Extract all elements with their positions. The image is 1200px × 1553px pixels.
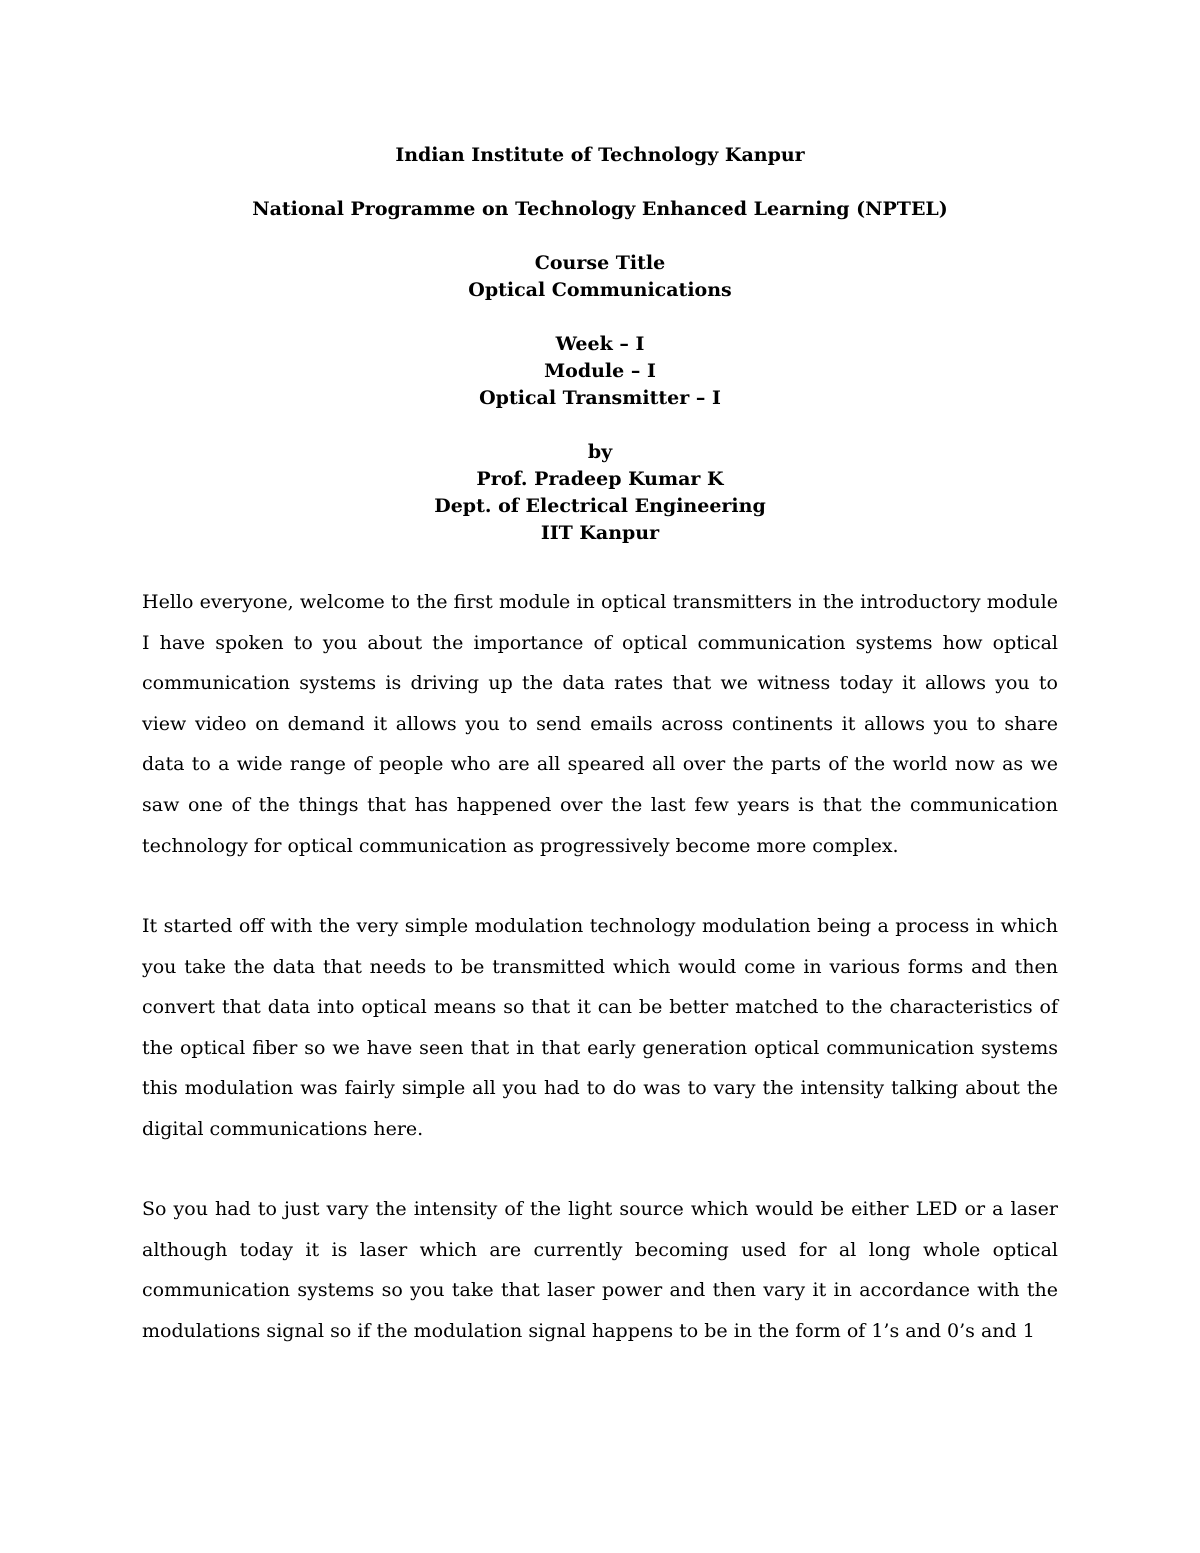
course-title-label: Course Title [534,252,666,274]
module-label: Module – I [544,360,656,382]
author-name: Prof. Pradeep Kumar K [476,468,724,490]
programme-name: National Programme on Technology Enhanced Learning (NPTEL) [252,198,948,220]
programme-heading [0,196,1200,223]
topic-title: Optical Transmitter – I [479,387,721,409]
affiliation-name: IIT Kanpur [540,522,660,544]
module-block [0,331,1200,412]
course-title: Optical Communications [468,279,732,301]
institute-name: Indian Institute of Technology Kanpur [395,144,805,166]
author-block [0,439,1200,547]
transcript-paragraph-2: It started off with the very simple modulation technology modulation being a process in which you take the data that needs to be transmitted which would come in various forms and then convert that data into optical means so that it can be better matched to the characteristics of the optical fiber so we have seen that in that early generation optical communication systems this modulation was fairly simple all you had to do was to vary the intensity talking about the digital communications here. [142,915,1058,1140]
week-label: Week – I [555,333,645,355]
by-label: by [587,441,613,463]
transcript-paragraph-1: Hello everyone, welcome to the first module in optical transmitters in the introductory module I have spoken to you about the importance of optical communication systems how optical communication systems is driving up the data rates that we witness today it allows you to view video on demand it allows you to send emails across continents it allows you to share data to a wide range of people who are all speared all over the parts of the world now as we saw one of the things that has happened over the last few years is that the communication technology for optical communication as progressively become more complex. [142,591,1058,857]
institute-heading [0,142,1200,169]
course-block [0,250,1200,304]
department-name: Dept. of Electrical Engineering [434,495,766,517]
transcript-paragraph-3: So you had to just vary the intensity of the light source which would be either LED or a laser although today it is laser which are currently becoming used for al long whole optical communication systems so you take that laser power and then vary it in accordance with the modulations signal so if the modulation signal happens to be in the form of 1’s and 0’s and 1 [142,1198,1058,1342]
